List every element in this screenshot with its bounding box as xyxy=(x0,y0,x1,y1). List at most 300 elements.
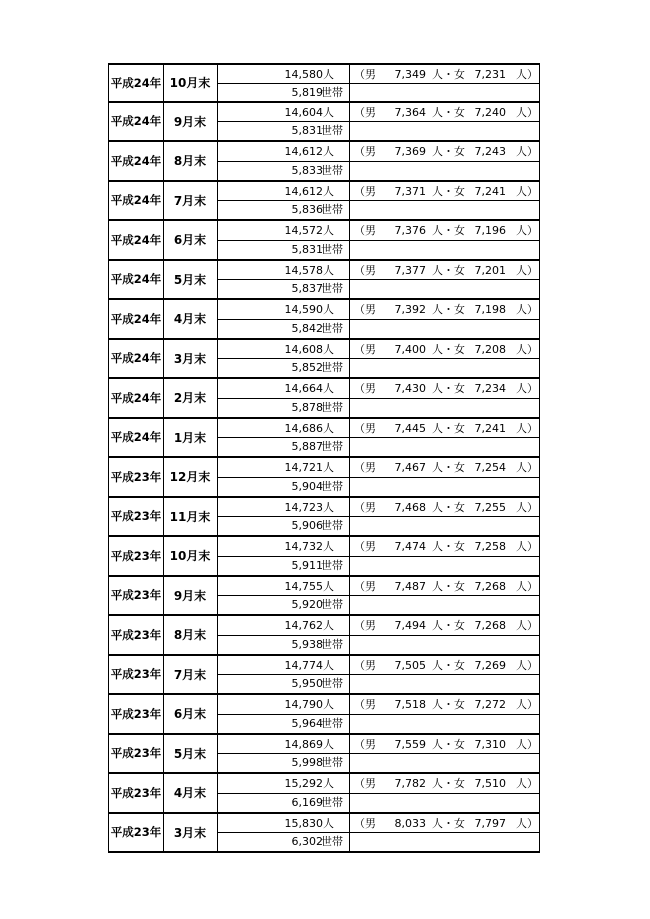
gender-empty-line xyxy=(350,358,539,377)
female-prefix: 人・女 xyxy=(432,68,465,81)
female-value: 7,258 xyxy=(474,540,506,553)
gender-breakdown-cell xyxy=(350,103,540,141)
persons-unit: 人 xyxy=(323,342,334,356)
male-prefix: （男 xyxy=(354,342,376,356)
male-prefix: （男 xyxy=(354,816,376,830)
month-cell: 9月末 xyxy=(163,103,218,141)
households-value: 5,831 xyxy=(291,242,323,256)
population-line xyxy=(218,814,349,834)
era-year-cell: 平成23年 xyxy=(108,458,164,496)
table-row xyxy=(108,300,540,340)
male-prefix: （男 xyxy=(354,500,376,514)
female-prefix: 人・女 xyxy=(432,579,465,593)
gender-line xyxy=(350,735,539,755)
households-unit: 世帯 xyxy=(321,163,343,177)
female-prefix: 人・女 xyxy=(432,342,465,356)
female-prefix: 人・女 xyxy=(432,382,465,395)
households-unit: 世帯 xyxy=(321,400,343,414)
female-value: 7,243 xyxy=(474,145,506,158)
gender-empty-line xyxy=(350,319,539,338)
households-value: 5,906 xyxy=(291,519,323,533)
gender-empty-line xyxy=(350,477,539,496)
female-value: 7,310 xyxy=(474,737,506,751)
population-value: 15,292 xyxy=(284,777,323,790)
male-value: 8,033 xyxy=(394,816,426,830)
male-prefix: （男 xyxy=(354,619,376,632)
female-prefix: 人・女 xyxy=(432,500,465,514)
month-cell: 5月末 xyxy=(163,735,218,773)
counts-cell xyxy=(218,695,350,733)
male-value: 7,467 xyxy=(394,461,426,474)
female-value: 7,241 xyxy=(474,421,506,435)
households-unit: 世帯 xyxy=(321,598,343,612)
table-row xyxy=(108,419,540,459)
households-value: 5,819 xyxy=(291,85,323,99)
households-value: 5,831 xyxy=(291,124,323,138)
population-value: 14,578 xyxy=(284,263,323,277)
counts-cell xyxy=(218,498,350,536)
table-row xyxy=(108,379,540,419)
gender-empty-line xyxy=(350,240,539,259)
male-value: 7,487 xyxy=(394,579,426,593)
households-value: 6,169 xyxy=(291,795,323,809)
male-prefix: （男 xyxy=(354,105,376,119)
population-line xyxy=(218,300,349,320)
population-line xyxy=(218,65,349,84)
households-unit: 世帯 xyxy=(321,558,343,572)
persons-unit: 人 xyxy=(323,145,334,158)
gender-breakdown-cell xyxy=(350,695,540,733)
gender-suffix: 人） xyxy=(516,619,538,632)
male-value: 7,369 xyxy=(394,145,426,158)
population-value: 14,762 xyxy=(284,619,323,632)
population-line xyxy=(218,340,349,360)
households-unit: 世帯 xyxy=(321,795,343,809)
population-line xyxy=(218,498,349,518)
households-line xyxy=(218,121,349,140)
population-line xyxy=(218,458,349,478)
households-unit: 世帯 xyxy=(321,242,343,256)
gender-suffix: 人） xyxy=(516,105,538,119)
female-value: 7,268 xyxy=(474,619,506,632)
population-value: 14,774 xyxy=(284,658,323,672)
gender-line xyxy=(350,300,539,320)
era-year-cell: 平成23年 xyxy=(108,616,164,654)
persons-unit: 人 xyxy=(323,619,334,632)
counts-cell xyxy=(218,774,350,812)
male-prefix: （男 xyxy=(354,540,376,553)
female-value: 7,240 xyxy=(474,105,506,119)
gender-breakdown-cell xyxy=(350,774,540,812)
month-cell: 8月末 xyxy=(163,142,218,180)
month-cell: 4月末 xyxy=(163,774,218,812)
male-prefix: （男 xyxy=(354,382,376,395)
gender-line xyxy=(350,379,539,399)
table-row xyxy=(108,63,540,103)
table-row xyxy=(108,142,540,182)
households-line xyxy=(218,516,349,535)
gender-line xyxy=(350,182,539,202)
persons-unit: 人 xyxy=(323,540,334,553)
era-year-cell: 平成23年 xyxy=(108,537,164,575)
households-unit: 世帯 xyxy=(321,677,343,691)
male-prefix: （男 xyxy=(354,145,376,158)
persons-unit: 人 xyxy=(323,382,334,395)
table-row xyxy=(108,814,540,854)
gender-breakdown-cell xyxy=(350,261,540,299)
female-prefix: 人・女 xyxy=(432,145,465,158)
female-prefix: 人・女 xyxy=(432,105,465,119)
counts-cell xyxy=(218,65,350,101)
population-value: 14,664 xyxy=(284,382,323,395)
gender-empty-line xyxy=(350,635,539,654)
gender-suffix: 人） xyxy=(516,303,538,316)
female-value: 7,255 xyxy=(474,500,506,514)
persons-unit: 人 xyxy=(323,658,334,672)
households-value: 5,842 xyxy=(291,321,323,335)
era-year-cell: 平成24年 xyxy=(108,65,164,101)
female-value: 7,254 xyxy=(474,461,506,474)
era-year-cell: 平成23年 xyxy=(108,695,164,733)
female-prefix: 人・女 xyxy=(432,777,465,790)
month-cell: 2月末 xyxy=(163,379,218,417)
households-value: 5,920 xyxy=(291,598,323,612)
households-unit: 世帯 xyxy=(321,203,343,217)
gender-suffix: 人） xyxy=(516,68,538,81)
households-line xyxy=(218,319,349,338)
month-cell: 6月末 xyxy=(163,695,218,733)
persons-unit: 人 xyxy=(323,303,334,316)
male-value: 7,782 xyxy=(394,777,426,790)
era-year-cell: 平成24年 xyxy=(108,379,164,417)
households-value: 6,302 xyxy=(291,835,323,849)
female-value: 7,196 xyxy=(474,224,506,237)
persons-unit: 人 xyxy=(323,698,334,711)
households-unit: 世帯 xyxy=(321,282,343,296)
gender-line xyxy=(350,65,539,84)
gender-suffix: 人） xyxy=(516,263,538,277)
population-line xyxy=(218,735,349,755)
male-value: 7,430 xyxy=(394,382,426,395)
male-prefix: （男 xyxy=(354,658,376,672)
female-value: 7,269 xyxy=(474,658,506,672)
era-year-cell: 平成23年 xyxy=(108,577,164,615)
male-value: 7,376 xyxy=(394,224,426,237)
households-line xyxy=(218,477,349,496)
population-line xyxy=(218,103,349,123)
households-value: 5,852 xyxy=(291,361,323,375)
population-line xyxy=(218,695,349,715)
gender-line xyxy=(350,695,539,715)
male-prefix: （男 xyxy=(354,777,376,790)
era-year-cell: 平成24年 xyxy=(108,221,164,259)
month-cell: 7月末 xyxy=(163,182,218,220)
population-value: 14,721 xyxy=(284,461,323,474)
population-value: 14,723 xyxy=(284,500,323,514)
gender-empty-line xyxy=(350,83,539,101)
population-line xyxy=(218,419,349,439)
persons-unit: 人 xyxy=(323,105,334,119)
population-line xyxy=(218,182,349,202)
gender-breakdown-cell xyxy=(350,577,540,615)
month-cell: 12月末 xyxy=(163,458,218,496)
male-value: 7,364 xyxy=(394,105,426,119)
table-row xyxy=(108,182,540,222)
gender-breakdown-cell xyxy=(350,340,540,378)
households-unit: 世帯 xyxy=(321,361,343,375)
counts-cell xyxy=(218,142,350,180)
counts-cell xyxy=(218,340,350,378)
gender-breakdown-cell xyxy=(350,458,540,496)
persons-unit: 人 xyxy=(323,224,334,237)
gender-suffix: 人） xyxy=(516,184,538,198)
households-line xyxy=(218,556,349,575)
month-cell: 10月末 xyxy=(163,65,218,101)
gender-breakdown-cell xyxy=(350,65,540,101)
gender-line xyxy=(350,774,539,794)
female-prefix: 人・女 xyxy=(432,816,465,830)
households-unit: 世帯 xyxy=(321,756,343,770)
male-prefix: （男 xyxy=(354,461,376,474)
female-value: 7,234 xyxy=(474,382,506,395)
population-line xyxy=(218,379,349,399)
persons-unit: 人 xyxy=(323,816,334,830)
households-value: 5,911 xyxy=(291,558,323,572)
era-year-cell: 平成24年 xyxy=(108,300,164,338)
gender-breakdown-cell xyxy=(350,656,540,694)
households-value: 5,837 xyxy=(291,282,323,296)
era-year-cell: 平成24年 xyxy=(108,419,164,457)
population-value: 14,612 xyxy=(284,184,323,198)
gender-breakdown-cell xyxy=(350,537,540,575)
male-prefix: （男 xyxy=(354,224,376,237)
male-value: 7,392 xyxy=(394,303,426,316)
population-value: 15,830 xyxy=(284,816,323,830)
counts-cell xyxy=(218,182,350,220)
female-prefix: 人・女 xyxy=(432,184,465,198)
counts-cell xyxy=(218,656,350,694)
population-value: 14,612 xyxy=(284,145,323,158)
households-line xyxy=(218,279,349,298)
gender-suffix: 人） xyxy=(516,540,538,553)
gender-empty-line xyxy=(350,556,539,575)
female-prefix: 人・女 xyxy=(432,540,465,553)
households-value: 5,887 xyxy=(291,440,323,454)
gender-line xyxy=(350,537,539,557)
households-value: 5,836 xyxy=(291,203,323,217)
gender-empty-line xyxy=(350,832,539,851)
households-value: 5,964 xyxy=(291,716,323,730)
population-line xyxy=(218,537,349,557)
gender-suffix: 人） xyxy=(516,658,538,672)
table-row xyxy=(108,458,540,498)
population-value: 14,686 xyxy=(284,421,323,435)
table-row xyxy=(108,537,540,577)
persons-unit: 人 xyxy=(323,461,334,474)
population-value: 14,590 xyxy=(284,303,323,316)
gender-breakdown-cell xyxy=(350,498,540,536)
gender-breakdown-cell xyxy=(350,221,540,259)
households-unit: 世帯 xyxy=(321,637,343,651)
counts-cell xyxy=(218,379,350,417)
male-value: 7,371 xyxy=(394,184,426,198)
gender-breakdown-cell xyxy=(350,379,540,417)
counts-cell xyxy=(218,616,350,654)
gender-empty-line xyxy=(350,437,539,456)
counts-cell xyxy=(218,814,350,852)
gender-breakdown-cell xyxy=(350,616,540,654)
gender-line xyxy=(350,498,539,518)
era-year-cell: 平成23年 xyxy=(108,774,164,812)
male-value: 7,377 xyxy=(394,263,426,277)
gender-suffix: 人） xyxy=(516,461,538,474)
male-value: 7,400 xyxy=(394,342,426,356)
population-line xyxy=(218,616,349,636)
gender-line xyxy=(350,419,539,439)
gender-line xyxy=(350,616,539,636)
male-value: 7,474 xyxy=(394,540,426,553)
households-line xyxy=(218,200,349,219)
counts-cell xyxy=(218,221,350,259)
households-unit: 世帯 xyxy=(321,85,343,99)
households-value: 5,878 xyxy=(291,400,323,414)
population-value: 14,869 xyxy=(284,737,323,751)
era-year-cell: 平成23年 xyxy=(108,498,164,536)
month-cell: 3月末 xyxy=(163,814,218,852)
gender-line xyxy=(350,577,539,597)
female-prefix: 人・女 xyxy=(432,263,465,277)
table-row xyxy=(108,261,540,301)
gender-suffix: 人） xyxy=(516,342,538,356)
population-value: 14,604 xyxy=(284,105,323,119)
male-value: 7,349 xyxy=(394,68,426,81)
table-row xyxy=(108,616,540,656)
households-value: 5,833 xyxy=(291,163,323,177)
table-row xyxy=(108,695,540,735)
month-cell: 9月末 xyxy=(163,577,218,615)
persons-unit: 人 xyxy=(323,68,334,81)
gender-line xyxy=(350,103,539,123)
gender-breakdown-cell xyxy=(350,735,540,773)
counts-cell xyxy=(218,419,350,457)
population-line xyxy=(218,577,349,597)
month-cell: 3月末 xyxy=(163,340,218,378)
households-line xyxy=(218,793,349,812)
male-prefix: （男 xyxy=(354,263,376,277)
female-value: 7,231 xyxy=(474,68,506,81)
gender-line xyxy=(350,261,539,281)
male-prefix: （男 xyxy=(354,68,376,81)
male-prefix: （男 xyxy=(354,303,376,316)
gender-empty-line xyxy=(350,595,539,614)
households-unit: 世帯 xyxy=(321,835,343,849)
male-value: 7,518 xyxy=(394,698,426,711)
table-row xyxy=(108,221,540,261)
gender-empty-line xyxy=(350,516,539,535)
counts-cell xyxy=(218,458,350,496)
month-cell: 10月末 xyxy=(163,537,218,575)
households-unit: 世帯 xyxy=(321,716,343,730)
persons-unit: 人 xyxy=(323,579,334,593)
households-line xyxy=(218,161,349,180)
month-cell: 8月末 xyxy=(163,616,218,654)
households-unit: 世帯 xyxy=(321,321,343,335)
persons-unit: 人 xyxy=(323,263,334,277)
female-prefix: 人・女 xyxy=(432,619,465,632)
households-line xyxy=(218,753,349,772)
gender-breakdown-cell xyxy=(350,300,540,338)
households-unit: 世帯 xyxy=(321,479,343,493)
gender-breakdown-cell xyxy=(350,419,540,457)
counts-cell xyxy=(218,261,350,299)
gender-empty-line xyxy=(350,674,539,693)
counts-cell xyxy=(218,300,350,338)
gender-suffix: 人） xyxy=(516,145,538,158)
month-cell: 5月末 xyxy=(163,261,218,299)
male-prefix: （男 xyxy=(354,579,376,593)
population-value: 14,580 xyxy=(284,68,323,81)
table-row xyxy=(108,577,540,617)
era-year-cell: 平成23年 xyxy=(108,735,164,773)
female-prefix: 人・女 xyxy=(432,658,465,672)
gender-suffix: 人） xyxy=(516,500,538,514)
households-line xyxy=(218,595,349,614)
male-prefix: （男 xyxy=(354,737,376,751)
population-value: 14,732 xyxy=(284,540,323,553)
households-line xyxy=(218,83,349,101)
gender-line xyxy=(350,340,539,360)
male-prefix: （男 xyxy=(354,184,376,198)
table-row xyxy=(108,735,540,775)
gender-breakdown-cell xyxy=(350,142,540,180)
table-row xyxy=(108,656,540,696)
table-row xyxy=(108,340,540,380)
gender-empty-line xyxy=(350,200,539,219)
gender-empty-line xyxy=(350,398,539,417)
era-year-cell: 平成24年 xyxy=(108,142,164,180)
gender-breakdown-cell xyxy=(350,182,540,220)
male-value: 7,468 xyxy=(394,500,426,514)
month-cell: 7月末 xyxy=(163,656,218,694)
gender-empty-line xyxy=(350,279,539,298)
population-value: 14,572 xyxy=(284,224,323,237)
gender-line xyxy=(350,814,539,834)
households-value: 5,938 xyxy=(291,637,323,651)
counts-cell xyxy=(218,577,350,615)
month-cell: 1月末 xyxy=(163,419,218,457)
population-line xyxy=(218,261,349,281)
population-line xyxy=(218,142,349,162)
gender-empty-line xyxy=(350,753,539,772)
male-prefix: （男 xyxy=(354,698,376,711)
female-value: 7,797 xyxy=(474,816,506,830)
female-value: 7,201 xyxy=(474,263,506,277)
male-value: 7,505 xyxy=(394,658,426,672)
female-prefix: 人・女 xyxy=(432,737,465,751)
households-unit: 世帯 xyxy=(321,440,343,454)
table-row xyxy=(108,498,540,538)
month-cell: 11月末 xyxy=(163,498,218,536)
counts-cell xyxy=(218,735,350,773)
gender-line xyxy=(350,656,539,676)
persons-unit: 人 xyxy=(323,421,334,435)
era-year-cell: 平成24年 xyxy=(108,340,164,378)
female-value: 7,208 xyxy=(474,342,506,356)
era-year-cell: 平成24年 xyxy=(108,103,164,141)
households-line xyxy=(218,635,349,654)
gender-suffix: 人） xyxy=(516,816,538,830)
households-line xyxy=(218,832,349,851)
